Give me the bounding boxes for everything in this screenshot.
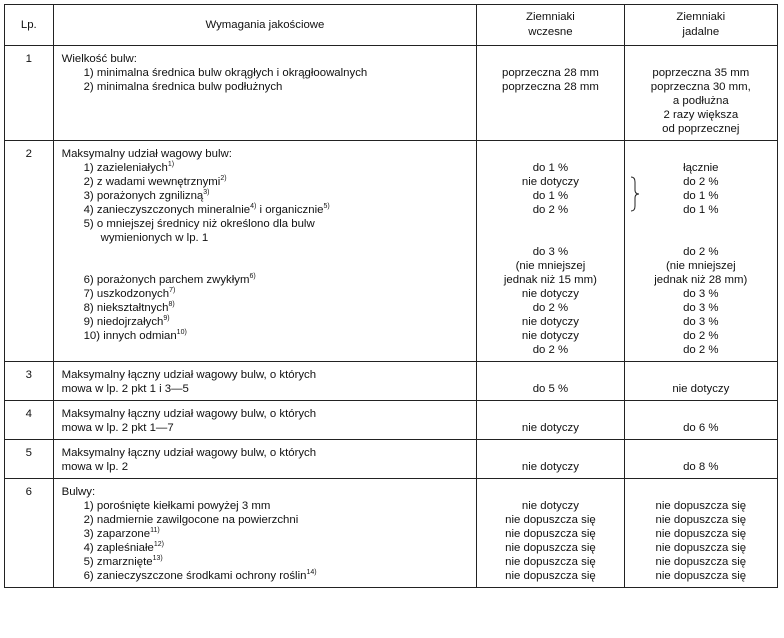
requirement-text: 4) zapleśniałe <box>83 542 154 554</box>
requirement-line <box>54 315 477 329</box>
value-line <box>477 485 623 499</box>
value-line: poprzeczna 35 mm <box>652 67 750 79</box>
requirement-text: 2) nadmiernie zawilgocone na powierzchni <box>83 514 299 526</box>
table-potatoes-cell <box>624 479 777 588</box>
value-line: jednak niż 15 mm) <box>503 274 597 286</box>
requirement-text: 2) minimalna średnica bulw podłużnych <box>83 81 283 93</box>
table-potatoes-cell <box>624 362 777 401</box>
value-line: nie dopuszcza się <box>505 542 596 554</box>
value-line: jednak niż 28 mm) <box>654 274 748 286</box>
value-line: 2 razy większa <box>663 109 739 121</box>
value-line <box>477 231 623 245</box>
requirement-cell <box>53 362 477 401</box>
requirement-text: 6) porażonych parchem zwykłym <box>83 274 250 286</box>
value-line <box>625 52 777 66</box>
value-line: do 3 % <box>683 302 719 314</box>
footnote-marker: 9) <box>163 315 170 322</box>
requirement-text: 3) porażonych zgnilizną <box>83 190 204 202</box>
requirement-line <box>54 203 477 217</box>
value-line <box>477 52 623 66</box>
value-line: do 1 % <box>532 190 569 202</box>
requirement-cell <box>53 401 477 440</box>
requirement-text: Wielkość bulw: <box>61 53 137 65</box>
footnote-marker: 10) <box>176 329 187 336</box>
requirement-text: 1) porośnięte kiełkami powyżej 3 mm <box>83 500 271 512</box>
table-potatoes-cell <box>624 440 777 479</box>
requirement-line <box>54 329 477 343</box>
requirement-text: mowa w lp. 2 <box>61 461 129 473</box>
value-line: nie dotyczy <box>521 500 579 512</box>
requirement-line <box>54 175 477 189</box>
requirement-cell <box>53 46 477 141</box>
requirement-text: mowa w lp. 2 pkt 1 i 3—5 <box>61 383 189 395</box>
value-line: do 2 % <box>532 302 569 314</box>
requirement-line <box>54 189 477 203</box>
requirement-line <box>54 287 477 301</box>
table-potatoes-cell <box>624 141 777 362</box>
quality-requirements-table <box>4 4 778 588</box>
table-row <box>5 46 778 141</box>
value-line: łącznie <box>683 162 719 174</box>
value-line: poprzeczna 30 mm, <box>650 81 751 93</box>
table-row <box>5 362 778 401</box>
value-line: nie dotyczy <box>521 176 579 188</box>
requirement-line <box>54 52 477 66</box>
value-line: do 2 % <box>683 176 719 188</box>
requirement-text: Maksymalny udział wagowy bulw: <box>61 148 232 160</box>
value-line <box>477 368 623 382</box>
early-potatoes-cell <box>477 362 624 401</box>
table-potatoes-cell <box>624 401 777 440</box>
requirement-line <box>54 527 477 541</box>
value-line: do 3 % <box>683 288 719 300</box>
requirement-cell <box>53 141 477 362</box>
row-number: 3 <box>5 362 54 401</box>
requirement-line <box>54 273 477 287</box>
row-number: 5 <box>5 440 54 479</box>
header-lp: Lp. <box>5 5 54 46</box>
value-line: nie dopuszcza się <box>505 556 596 568</box>
value-line <box>477 446 623 460</box>
value-line: do 2 % <box>532 344 569 356</box>
value-line: do 6 % <box>683 422 719 434</box>
requirement-line <box>54 80 477 94</box>
header-table-line2: jadalne <box>682 26 720 38</box>
requirement-line <box>54 421 477 435</box>
requirement-line <box>54 301 477 315</box>
footnote-marker: 3) <box>203 189 210 196</box>
requirement-cell <box>53 440 477 479</box>
requirement-line <box>54 541 477 555</box>
requirement-line <box>54 382 477 396</box>
requirement-line <box>54 569 477 583</box>
table-body <box>5 46 778 588</box>
value-line: do 1 % <box>532 162 569 174</box>
value-line <box>477 147 623 161</box>
footnote-marker: 1) <box>167 161 175 168</box>
early-potatoes-cell <box>477 440 624 479</box>
requirement-line <box>54 555 477 569</box>
header-table-line1: Ziemniaki <box>676 11 726 23</box>
value-line: a podłużna <box>672 95 729 107</box>
requirement-line <box>54 460 477 474</box>
requirement-line <box>54 245 477 259</box>
value-line: do 2 % <box>683 246 719 258</box>
table-potatoes-cell <box>624 46 777 141</box>
value-line: nie dotyczy <box>521 461 579 473</box>
value-line: (nie mniejszej <box>665 260 736 272</box>
value-line: do 3 % <box>532 246 569 258</box>
row-number: 2 <box>5 141 54 362</box>
value-line: do 2 % <box>683 330 719 342</box>
header-early-line1: Ziemniaki <box>526 11 575 23</box>
early-potatoes-cell <box>477 141 624 362</box>
value-line <box>477 217 623 231</box>
curly-brace-icon <box>630 176 640 212</box>
requirement-line <box>54 66 477 80</box>
value-line: do 8 % <box>683 461 719 473</box>
value-line <box>625 147 777 161</box>
value-line: nie dotyczy <box>521 316 579 328</box>
value-line: nie dopuszcza się <box>655 556 747 568</box>
requirement-line <box>54 485 477 499</box>
value-line <box>625 446 777 460</box>
requirement-line <box>54 161 477 175</box>
value-line: nie dotyczy <box>521 422 579 434</box>
early-potatoes-cell <box>477 46 624 141</box>
requirement-line <box>54 259 477 273</box>
early-potatoes-cell <box>477 401 624 440</box>
requirement-text: 9) niedojrzałych <box>83 316 164 328</box>
row-number: 6 <box>5 479 54 588</box>
footnote-marker: 6) <box>249 273 256 280</box>
value-line <box>477 407 623 421</box>
requirement-line <box>54 217 477 231</box>
value-line: do 1 % <box>683 204 719 216</box>
value-line: nie dopuszcza się <box>655 570 747 582</box>
requirement-text: 10) innych odmian <box>83 330 177 342</box>
value-line: od poprzecznej <box>662 123 740 135</box>
value-line <box>625 217 777 231</box>
requirement-text: 5) zmarznięte <box>83 556 153 568</box>
value-line <box>625 231 777 245</box>
footnote-marker: 14) <box>306 569 317 576</box>
footnote-marker: 2) <box>220 175 227 182</box>
value-line: do 1 % <box>683 190 719 202</box>
value-line <box>625 407 777 421</box>
value-line <box>625 485 777 499</box>
header-table-potatoes <box>624 5 777 46</box>
table-row <box>5 440 778 479</box>
footnote-marker: 11) <box>150 527 160 534</box>
value-line: nie dopuszcza się <box>505 528 596 540</box>
requirement-text-continued: i organicznie <box>256 204 324 216</box>
footnote-marker: 5) <box>323 203 330 210</box>
requirement-line <box>54 368 477 382</box>
value-line: nie dotyczy <box>672 383 730 395</box>
requirement-line <box>54 513 477 527</box>
requirement-text: 7) uszkodzonych <box>83 288 170 300</box>
value-line: nie dotyczy <box>521 330 579 342</box>
early-potatoes-cell <box>477 479 624 588</box>
value-line: nie dopuszcza się <box>655 514 747 526</box>
requirement-text: Maksymalny łączny udział wagowy bulw, o których <box>61 369 317 381</box>
requirement-line <box>54 499 477 513</box>
footnote-marker: 4) <box>250 203 257 210</box>
value-line: do 5 % <box>532 383 569 395</box>
value-line: nie dotyczy <box>521 288 579 300</box>
footnote-marker: 7) <box>169 287 176 294</box>
value-line: poprzeczna 28 mm <box>501 67 599 79</box>
requirement-text: wymienionych w lp. 1 <box>100 232 209 244</box>
value-line: nie dopuszcza się <box>655 528 747 540</box>
requirement-text: Bulwy: <box>61 486 96 498</box>
footnote-marker: 8) <box>168 301 175 308</box>
value-line: nie dopuszcza się <box>505 514 596 526</box>
requirement-text: 1) minimalna średnica bulw okrągłych i okrągłoowalnych <box>83 67 368 79</box>
table-row <box>5 141 778 362</box>
requirement-text: mowa w lp. 2 pkt 1—7 <box>61 422 174 434</box>
value-line: do 3 % <box>683 316 719 328</box>
value-line: nie dopuszcza się <box>655 500 747 512</box>
requirement-line <box>54 231 477 245</box>
header-early-potatoes <box>477 5 624 46</box>
header-requirements: Wymagania jakościowe <box>53 5 477 46</box>
requirement-text: 3) zaparzone <box>83 528 151 540</box>
requirement-line <box>54 446 477 460</box>
table-row <box>5 401 778 440</box>
requirement-text: 5) o mniejszej średnicy niż określono dla bulw <box>83 218 315 230</box>
requirement-cell <box>53 479 477 588</box>
footnote-marker: 12) <box>153 541 165 548</box>
requirement-text: 1) zazieleniałych <box>83 162 168 174</box>
requirement-text: 4) zanieczyszczonych mineralnie <box>83 204 251 216</box>
value-line <box>625 368 777 382</box>
row-number: 1 <box>5 46 54 141</box>
table-row <box>5 479 778 588</box>
requirement-line <box>54 407 477 421</box>
header-row <box>5 5 778 46</box>
row-number: 4 <box>5 401 54 440</box>
value-line: nie dopuszcza się <box>505 570 596 582</box>
footnote-marker: 13) <box>152 555 163 562</box>
requirement-text: 2) z wadami wewnętrznymi <box>83 176 221 188</box>
requirement-text: 8) niekształtnych <box>83 302 169 314</box>
value-line: do 2 % <box>683 344 719 356</box>
requirement-line <box>54 147 477 161</box>
requirement-text: Maksymalny łączny udział wagowy bulw, o których <box>61 408 317 420</box>
value-line: (nie mniejszej <box>515 260 586 272</box>
header-early-line2: wczesne <box>528 26 573 38</box>
requirement-text: Maksymalny łączny udział wagowy bulw, o których <box>61 447 317 459</box>
value-line: nie dopuszcza się <box>655 542 747 554</box>
value-line: do 2 % <box>532 204 569 216</box>
requirement-text: 6) zanieczyszczone środkami ochrony roślin <box>83 570 307 582</box>
value-line: poprzeczna 28 mm <box>501 81 599 93</box>
